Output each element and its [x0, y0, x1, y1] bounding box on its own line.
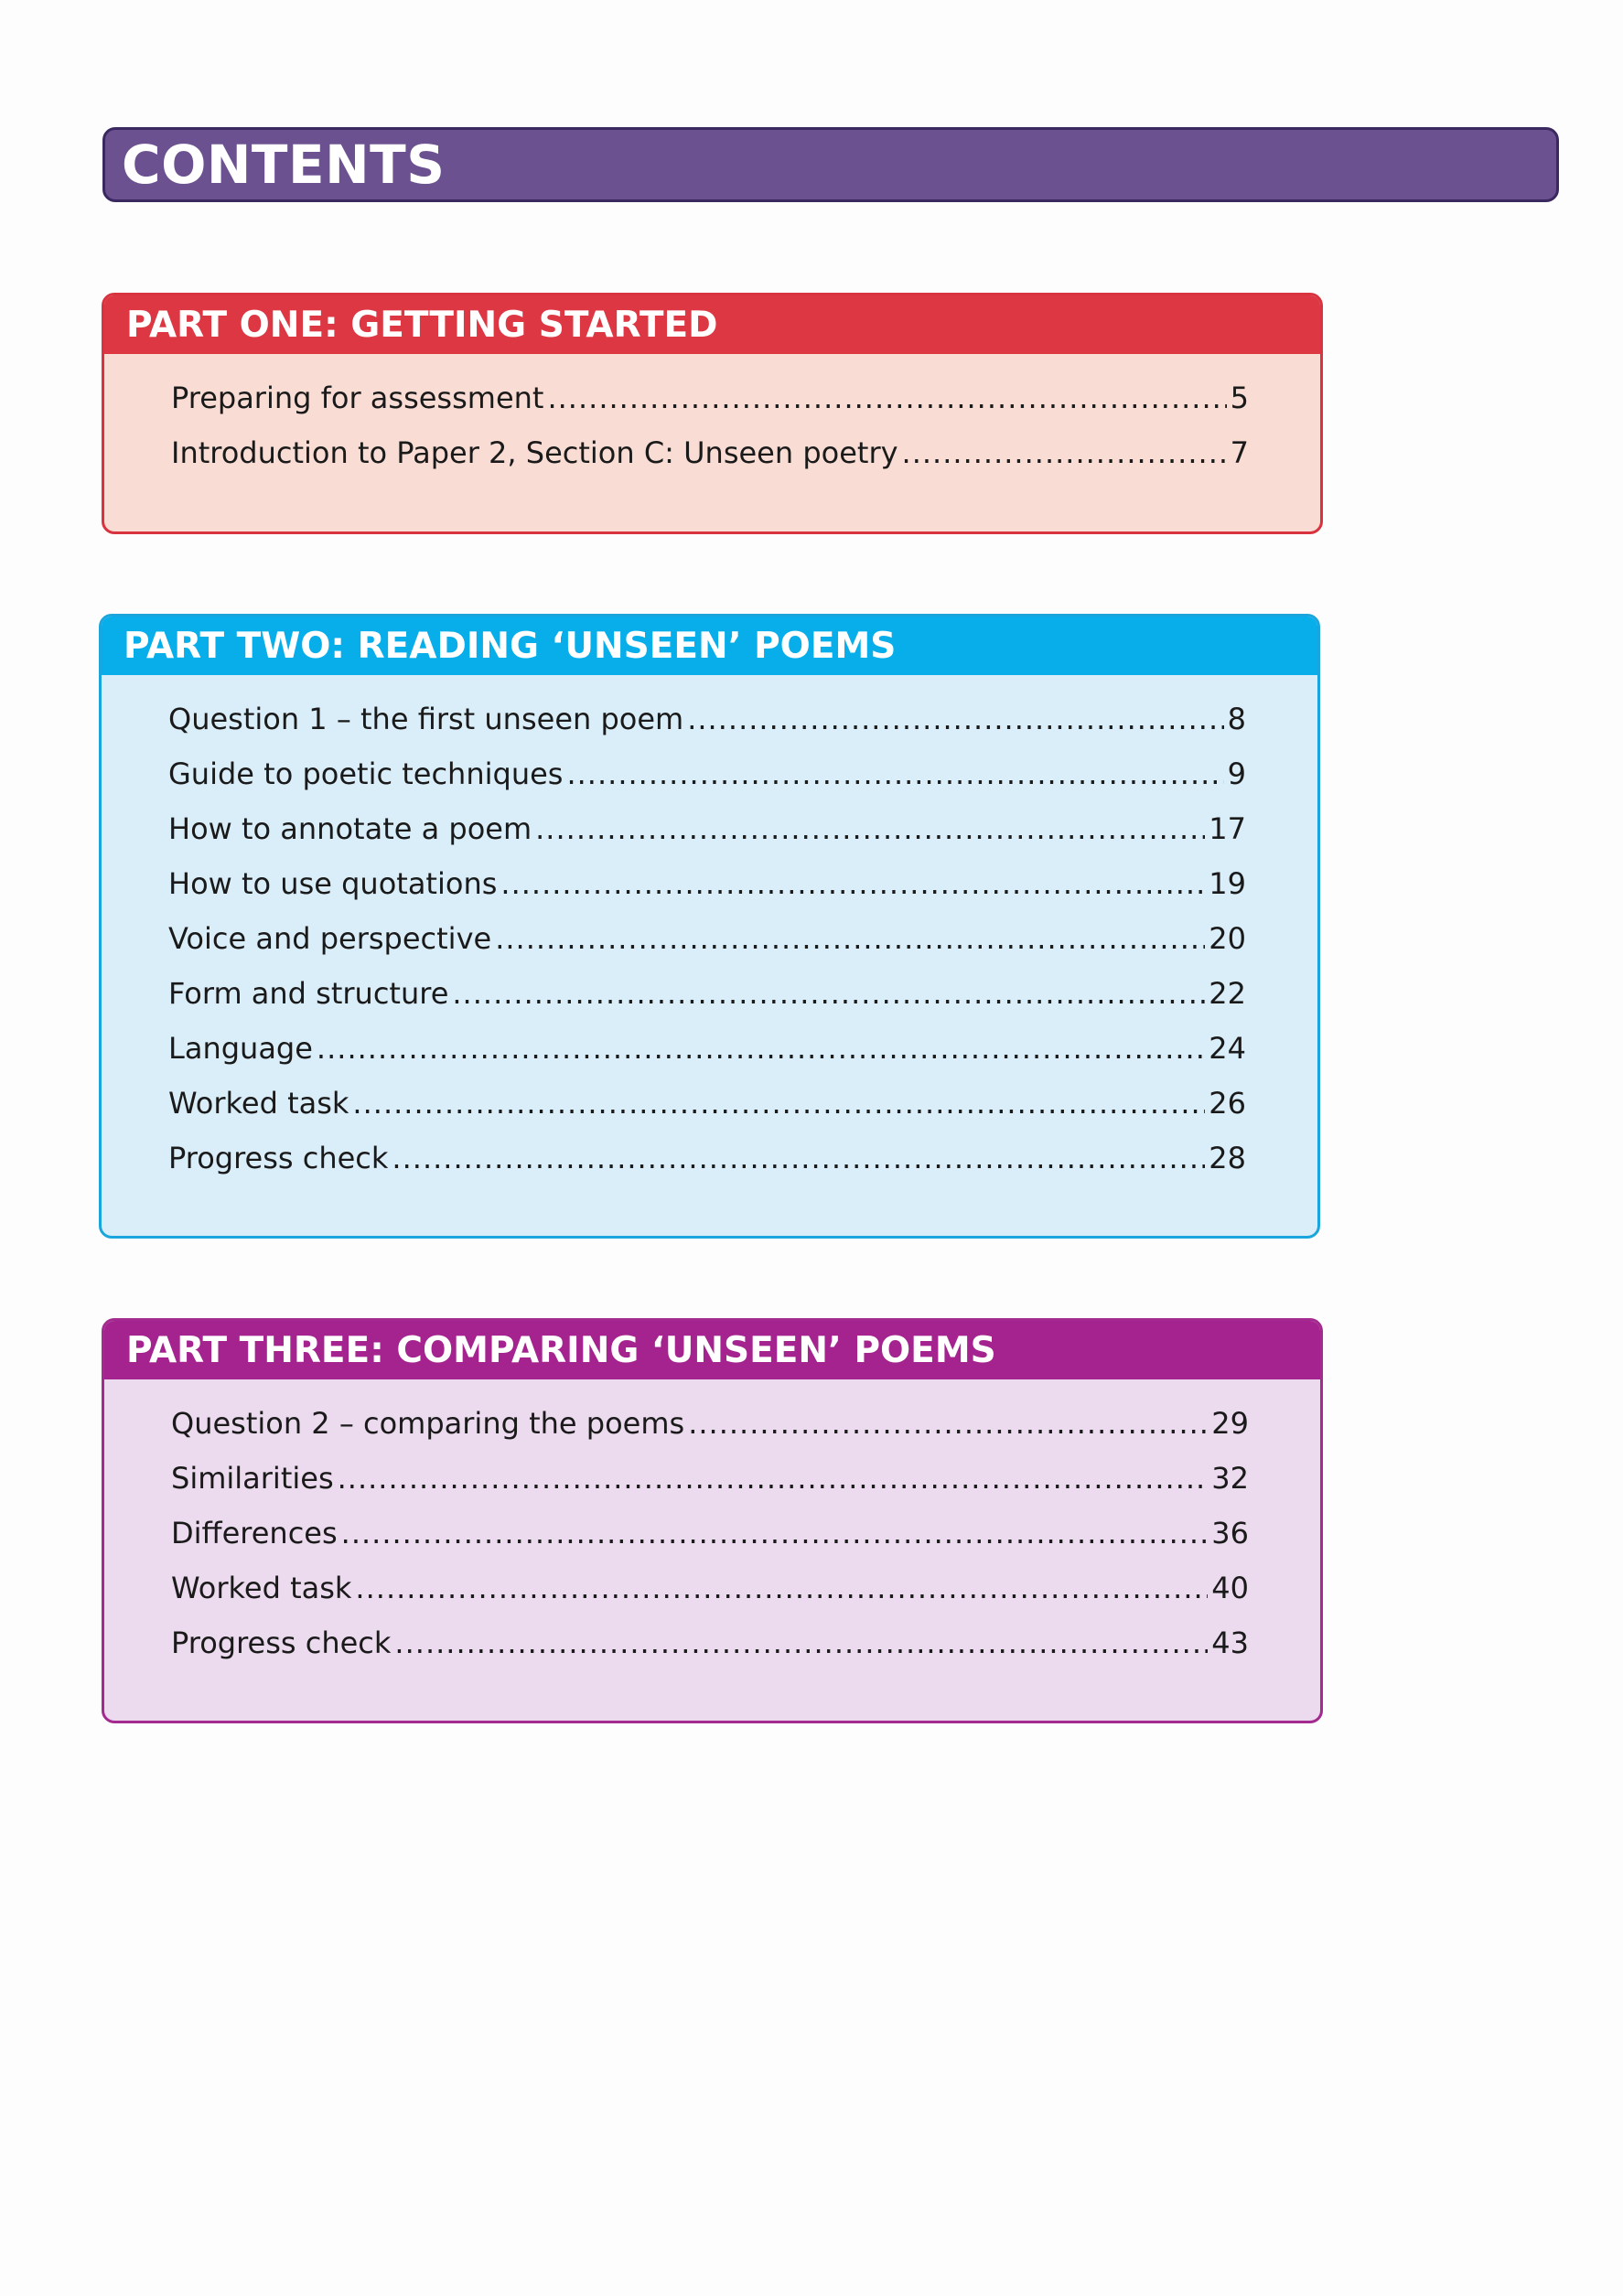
toc-entry-title: Worked task [171, 1571, 352, 1605]
dot-leader [341, 1506, 1209, 1561]
toc-entry[interactable] [168, 966, 1246, 1021]
toc-entry-title: Introduction to Paper 2, Section C: Unseen poetry [171, 435, 898, 470]
dot-leader [394, 1615, 1208, 1670]
toc-entry-title: Form and structure [168, 976, 449, 1011]
part-two-section [99, 614, 1320, 1239]
part-three-entries [104, 1379, 1320, 1670]
part-one-section [102, 293, 1323, 534]
toc-entry[interactable] [168, 692, 1246, 746]
dot-leader [902, 425, 1227, 480]
dot-leader [452, 966, 1205, 1021]
part-two-entries [102, 675, 1317, 1186]
toc-entry[interactable] [171, 1615, 1249, 1670]
dot-leader [547, 370, 1226, 425]
toc-entry-title: Language [168, 1031, 313, 1066]
toc-entry[interactable] [168, 801, 1246, 856]
toc-entry-page: 22 [1209, 976, 1246, 1011]
toc-entry-page: 7 [1230, 435, 1249, 470]
dot-leader [495, 911, 1205, 966]
toc-entry[interactable] [168, 911, 1246, 966]
toc-entry-page: 9 [1227, 756, 1246, 791]
dot-leader [392, 1131, 1205, 1186]
toc-entry-page: 5 [1230, 381, 1249, 415]
toc-entry-title: How to use quotations [168, 866, 498, 901]
toc-entry-title: How to annotate a poem [168, 811, 532, 846]
dot-leader [535, 801, 1205, 856]
toc-entry-page: 40 [1211, 1571, 1249, 1605]
part-two-heading: PART TWO: READING ‘UNSEEN’ POEMS [102, 617, 1317, 675]
toc-entry[interactable] [171, 1561, 1249, 1615]
toc-entry-page: 8 [1227, 702, 1246, 736]
part-one-entries [104, 354, 1320, 480]
toc-entry-title: Guide to poetic techniques [168, 756, 564, 791]
toc-entry-page: 28 [1209, 1141, 1246, 1175]
part-three-section [102, 1318, 1323, 1723]
toc-entry-page: 24 [1209, 1031, 1246, 1066]
toc-entry[interactable] [171, 1396, 1249, 1451]
toc-entry-page: 26 [1209, 1086, 1246, 1121]
dot-leader [338, 1451, 1209, 1506]
toc-entry-title: Question 1 – the first unseen poem [168, 702, 684, 736]
toc-entry-page: 43 [1211, 1625, 1249, 1660]
toc-entry[interactable] [171, 370, 1249, 425]
toc-entry-page: 20 [1209, 921, 1246, 956]
dot-leader [355, 1561, 1208, 1615]
toc-entry[interactable] [168, 1076, 1246, 1131]
toc-entry-page: 29 [1211, 1406, 1249, 1441]
toc-entry-title: Worked task [168, 1086, 349, 1121]
toc-entry-title: Question 2 – comparing the poems [171, 1406, 685, 1441]
toc-entry-title: Similarities [171, 1461, 334, 1496]
toc-entry[interactable] [168, 856, 1246, 911]
part-one-heading: PART ONE: GETTING STARTED [104, 295, 1320, 354]
toc-entry-title: Progress check [168, 1141, 389, 1175]
toc-entry-page: 36 [1211, 1516, 1249, 1550]
dot-leader [317, 1021, 1205, 1076]
page-title: CONTENTS [122, 134, 446, 196]
toc-entry-page: 32 [1211, 1461, 1249, 1496]
dot-leader [352, 1076, 1205, 1131]
dot-leader [687, 692, 1223, 746]
toc-entry-title: Progress check [171, 1625, 392, 1660]
toc-entry-page: 17 [1209, 811, 1246, 846]
part-three-heading: PART THREE: COMPARING ‘UNSEEN’ POEMS [104, 1321, 1320, 1379]
toc-entry[interactable] [171, 1451, 1249, 1506]
toc-entry[interactable] [171, 1506, 1249, 1561]
dot-leader [688, 1396, 1208, 1451]
toc-entry-title: Preparing for assessment [171, 381, 544, 415]
toc-entry[interactable] [168, 1021, 1246, 1076]
dot-leader [566, 746, 1223, 801]
toc-entry[interactable] [168, 746, 1246, 801]
toc-entry-page: 19 [1209, 866, 1246, 901]
contents-banner [102, 127, 1559, 202]
toc-entry[interactable] [171, 425, 1249, 480]
toc-entry-title: Voice and perspective [168, 921, 492, 956]
toc-entry[interactable] [168, 1131, 1246, 1186]
toc-entry-title: Differences [171, 1516, 338, 1550]
dot-leader [500, 856, 1205, 911]
